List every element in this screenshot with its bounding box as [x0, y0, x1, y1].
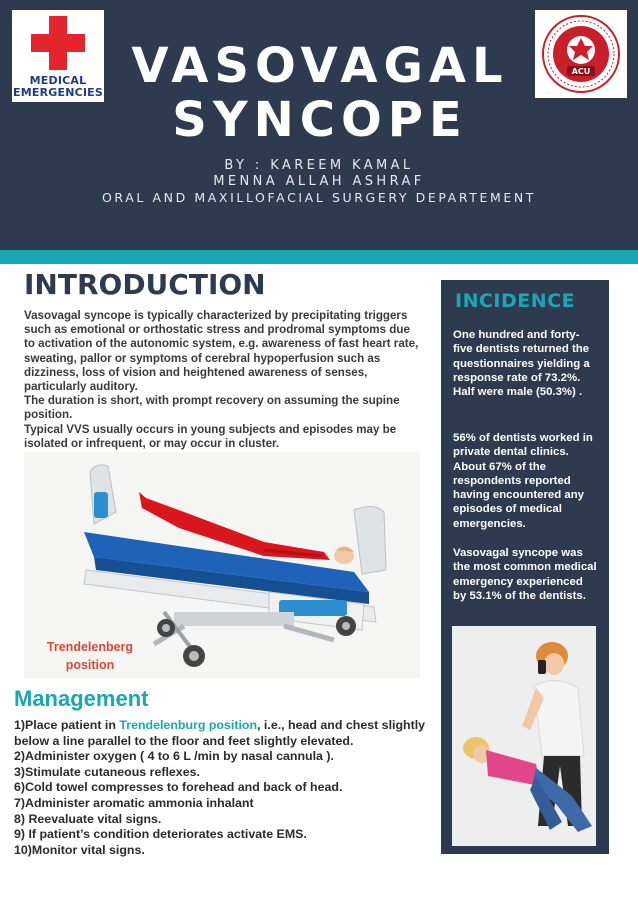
seal-badge-text: ACU [571, 67, 591, 76]
incidence-panel [441, 280, 609, 854]
byline-authors-1: BY : KAREEM KAMAL [224, 158, 414, 173]
page-title-line1: VASOVAGAL [131, 38, 509, 94]
management-item: 6)Cold towel compresses to forehead and back of head. [14, 780, 343, 795]
management-item: 8) Reevaluate vital signs. [14, 811, 162, 826]
fainting-patient-illustration [452, 626, 596, 846]
management-list [14, 718, 434, 858]
trendelenburg-caption-line2: position [65, 658, 115, 672]
management-item: 7)Administer aromatic ammonia inhalant [14, 795, 254, 810]
trendelenburg-caption-line1: Trendelenberg [46, 640, 134, 654]
incidence-paragraph-2: 56% of dentists worked in private dental clinics. About 67% of the respondents reported having encountered any episodes of medical emergencies. [453, 432, 593, 530]
incidence-paragraph-1: One hundred and forty-five dentists returned the questionnaires yielding a response rate of 73.2%. Half were male (50.3%) . [453, 329, 590, 399]
management-item: 9) If patient’s condition deteriorates activate EMS. [14, 827, 307, 842]
introduction-paragraph-3: Typical VVS usually occurs in young subjects and episodes may be isolated or infrequent, or may occur in cluster. [24, 422, 397, 450]
trendelenburg-highlight: Trendelenburg position [119, 718, 258, 732]
faculty-seal-icon [541, 14, 621, 94]
logo-label-line2: EMERGENCIES [13, 86, 103, 99]
logo-label-line1: MEDICAL [29, 74, 87, 87]
management-item: 3)Stimulate cutaneous reflexes. [14, 764, 200, 779]
byline-authors-2: MENNA ALLAH ASHRAF [213, 174, 425, 189]
red-cross-icon [31, 16, 85, 70]
introduction-heading: INTRODUCTION [24, 268, 266, 301]
management-item: 2)Administer oxygen ( 4 to 6 L /min by nasal cannula ). [14, 749, 334, 764]
management-heading: Management [14, 686, 149, 711]
introduction-paragraph-1: Vasovagal syncope is typically characterized by precipitating triggers such as emotional or orthostatic stress and prodromal symptoms due to activation of the autonomic system, e.g. awareness of fast heart rate, sweating, pallor or symptoms of cerebral hypoperfusion such as dizziness, loss of vision and heightened awareness of senses, particularly auditory. [24, 309, 419, 394]
introduction-paragraph-2: The duration is short, with prompt recovery on assuming the supine position. [24, 394, 400, 422]
accent-band [0, 250, 638, 264]
trendelenburg-caption [28, 638, 152, 674]
introduction-text [24, 309, 424, 451]
incidence-paragraph-3: Vasovagal syncope was the most common medical emergency experienced by 53.1% of the dentists. [453, 547, 597, 602]
byline-department: ORAL AND MAXILLOFACIAL SURGERY DEPARTEMENT [101, 190, 537, 205]
fainting-patient-photo [452, 626, 596, 846]
page-title-line2: SYNCOPE [172, 92, 468, 148]
management-item-1: 1)Place patient in Trendelenburg position, i.e., head and chest slightly below a line parallel to the floor and feet slightly elevated. [14, 718, 426, 748]
management-item: 10)Monitor vital signs. [14, 842, 145, 857]
incidence-heading: INCIDENCE [455, 290, 576, 312]
